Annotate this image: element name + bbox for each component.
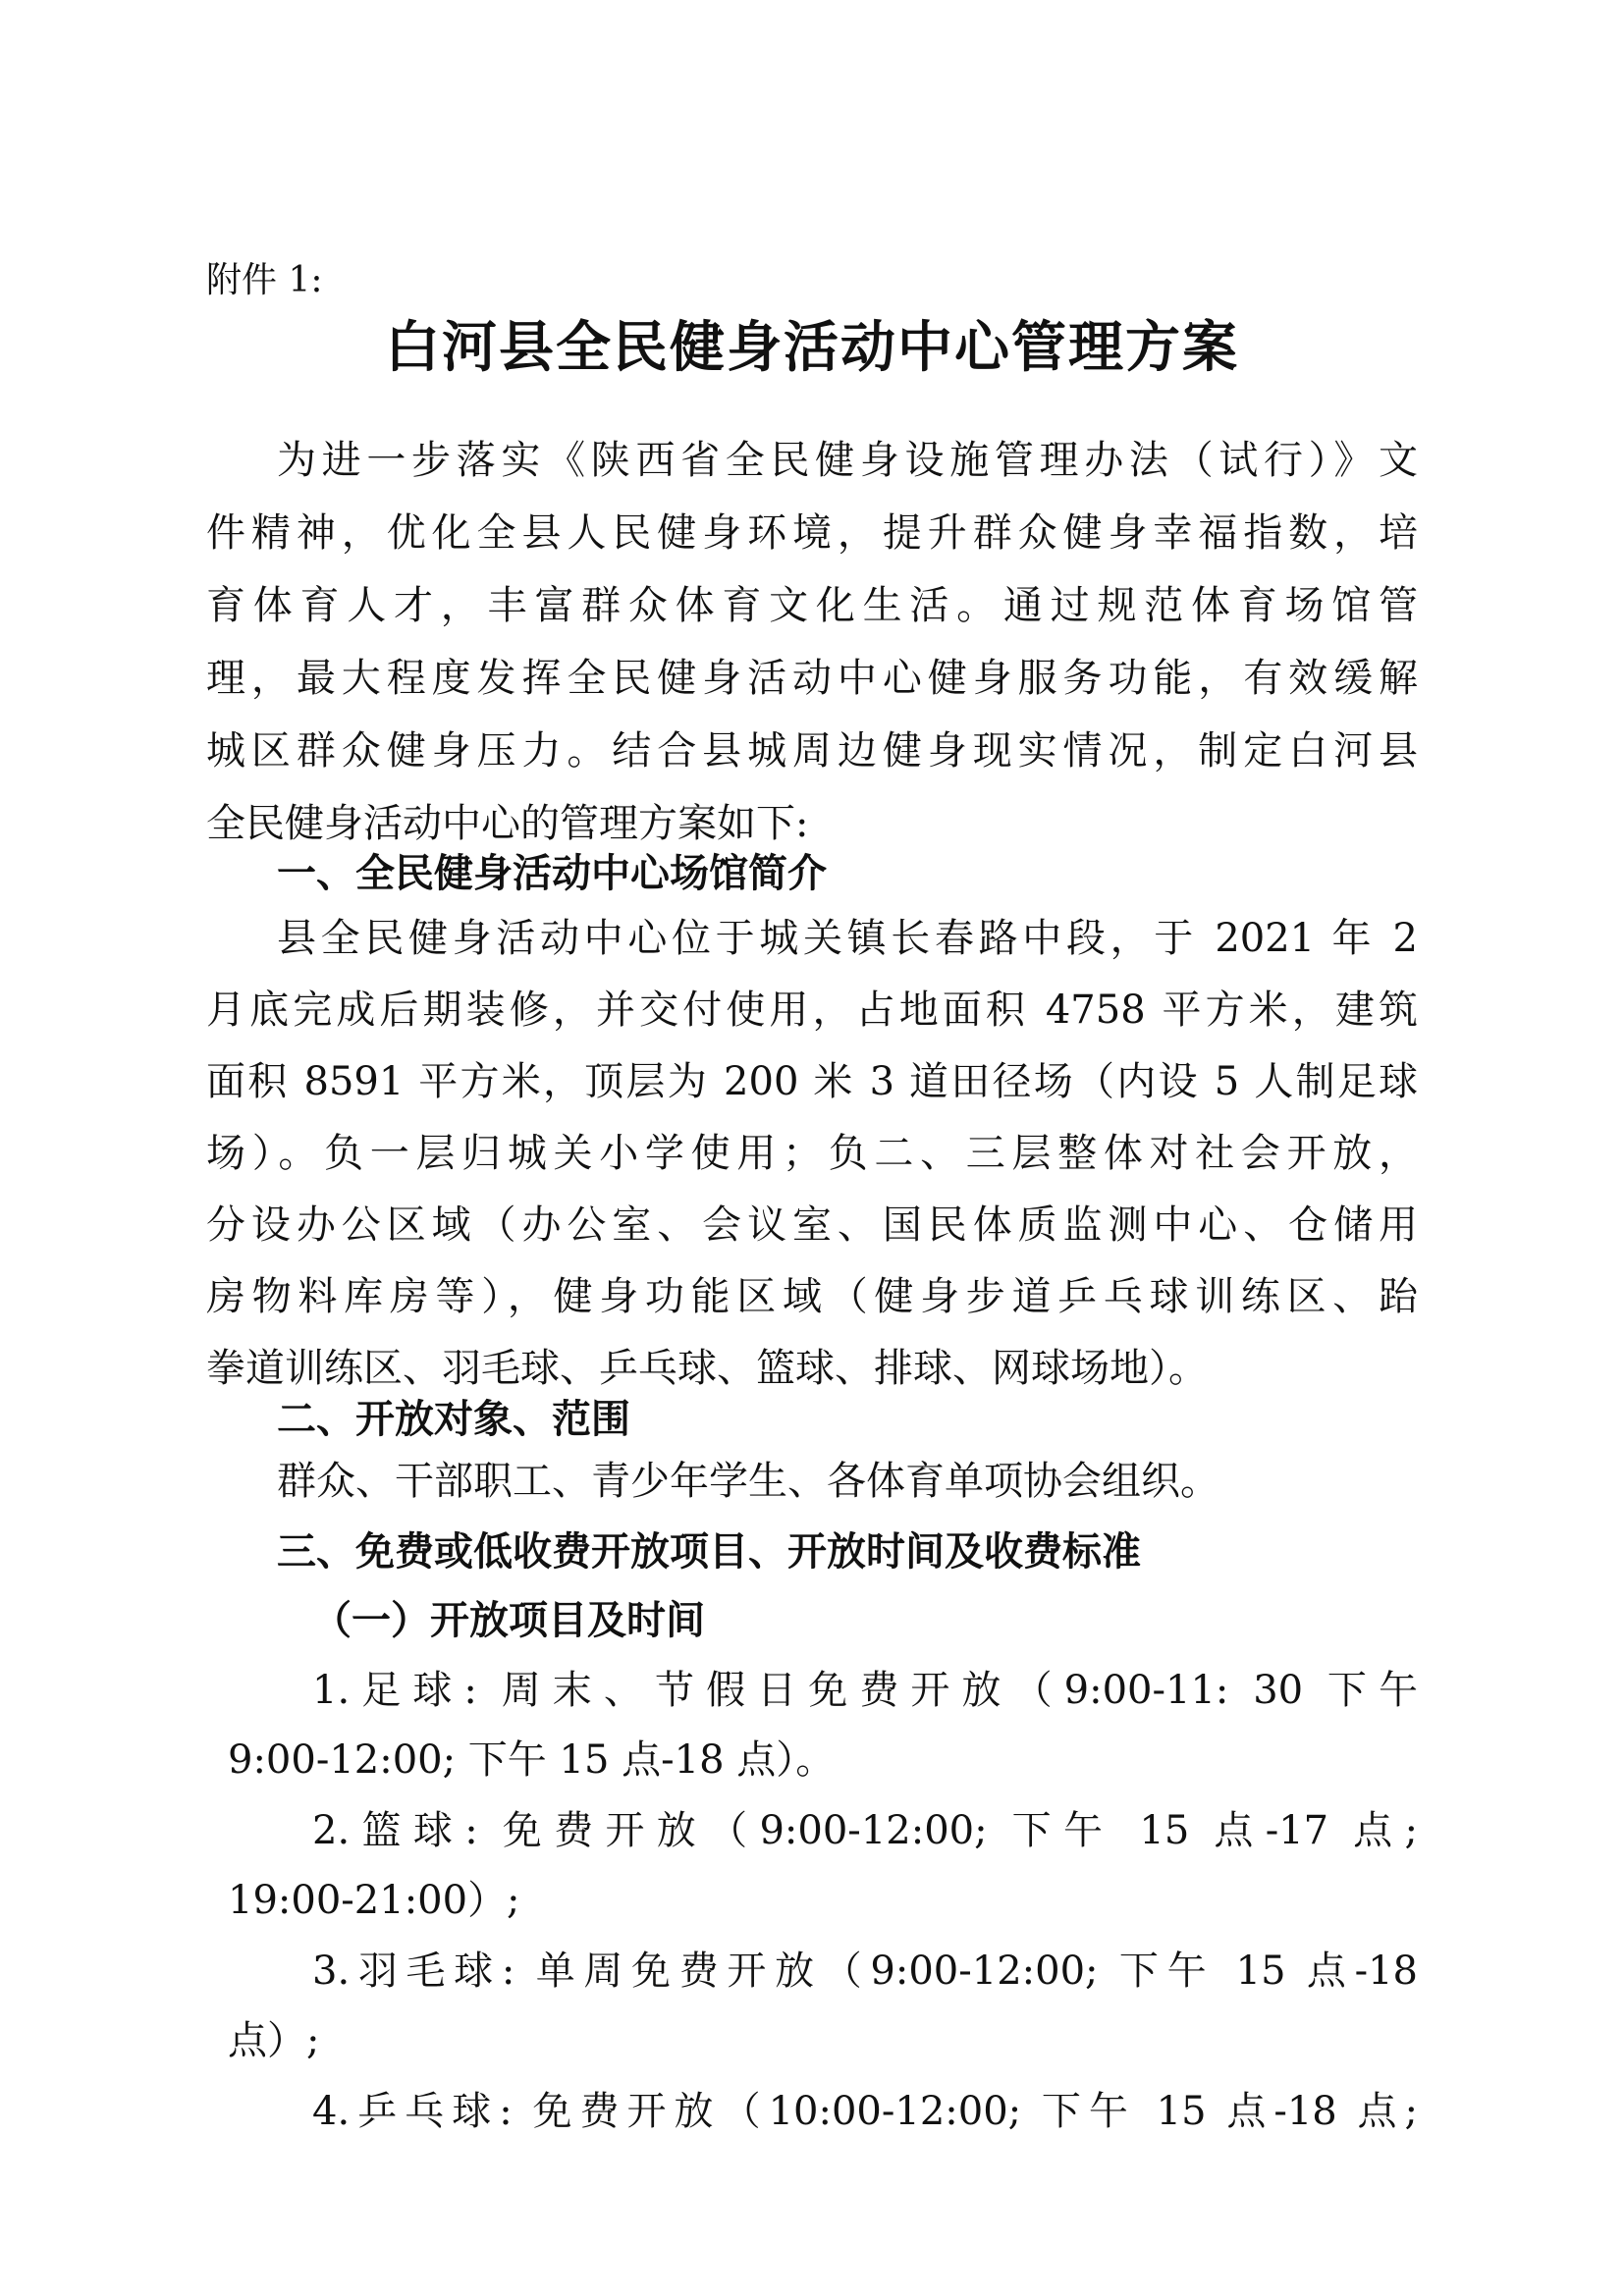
sub-heading: （一）开放项目及时间 [312,1598,705,1643]
list-item-line: 3.羽毛球: 单周免费开放（9:00-12:00; 下午 15 点-18 [312,1949,1418,1994]
list-item-line: 2.篮球: 免费开放（9:00-12:00; 下午 15 点-17 点; [312,1808,1418,1853]
body-line: 房物料库房等），健身功能区域（健身步道乒乓球训练区、跆 [206,1274,1418,1319]
section-heading: 二、开放对象、范围 [277,1397,630,1442]
list-item-line: 9:00-12:00; 下午 15 点-18 点）。 [228,1737,836,1783]
intro-line: 理，最大程度发挥全民健身活动中心健身服务功能，有效缓解 [206,656,1418,701]
list-item-line: 4.乒乓球: 免费开放（10:00-12:00; 下午 15 点-18 点; [312,2089,1418,2134]
intro-line: 全民健身活动中心的管理方案如下: [206,801,809,846]
document-title: 白河县全民健身活动中心管理方案 [385,315,1239,380]
body-line: 拳道训练区、羽毛球、乒乓球、篮球、排球、网球场地）。 [206,1346,1208,1391]
list-item-line: 1.足球: 周末、节假日免费开放（9:00-11: 30 下午 [312,1668,1418,1713]
section-heading: 三、免费或低收费开放项目、开放时间及收费标准 [277,1529,1141,1575]
intro-line: 为进一步落实《陕西省全民健身设施管理办法（试行）》文 [277,438,1418,483]
intro-line: 城区群众健身压力。结合县城周边健身现实情况，制定白河县 [206,728,1418,774]
intro-line: 育体育人才，丰富群众体育文化生活。通过规范体育场馆管 [206,583,1418,628]
body-line: 面积 8591 平方米，顶层为 200 米 3 道田径场（内设 5 人制足球 [206,1059,1418,1104]
list-item-line: 19:00-21:00）; [228,1878,520,1923]
intro-line: 件精神，优化全县人民健身环境，提升群众健身幸福指数，培 [206,510,1418,556]
body-line: 月底完成后期装修，并交付使用，占地面积 4758 平方米，建筑 [206,988,1418,1033]
body-line: 场）。负一层归城关小学使用；负二、三层整体对社会开放， [206,1131,1418,1176]
list-item-line: 点）; [228,2018,320,2063]
body-line: 群众、干部职工、青少年学生、各体育单项协会组织。 [277,1459,1219,1504]
body-line: 分设办公区域（办公室、会议室、国民体质监测中心、仓储用 [206,1202,1418,1248]
section-heading: 一、全民健身活动中心场馆简介 [277,851,827,896]
attachment-label: 附件 1: [206,260,323,300]
body-line: 县全民健身活动中心位于城关镇长春路中段，于 2021 年 2 [277,916,1418,961]
